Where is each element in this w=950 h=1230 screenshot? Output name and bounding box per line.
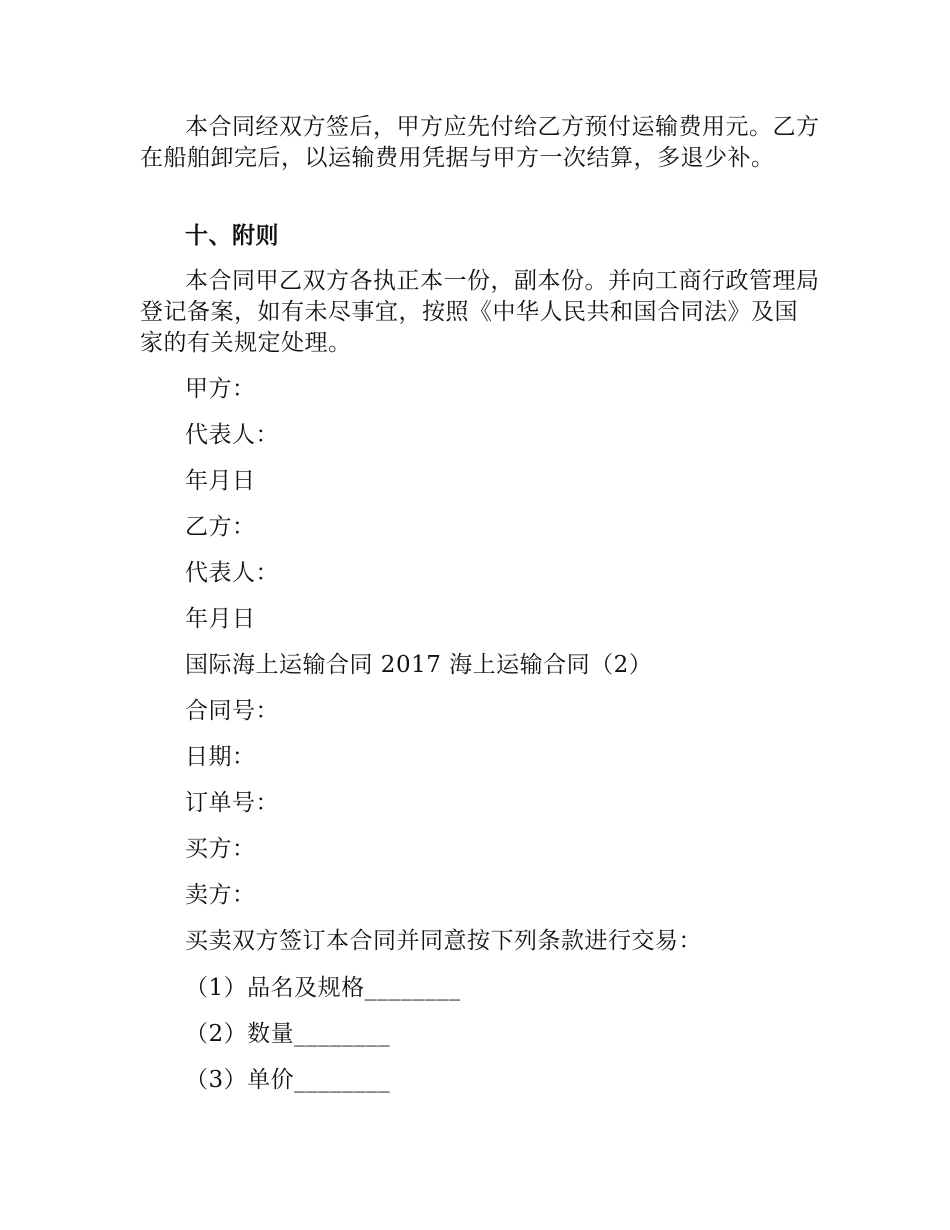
item-2-quantity: （2）数量________ [185, 1021, 391, 1047]
date-label: 日期： [185, 744, 256, 770]
contract-2-title: 国际海上运输合同 2017 海上运输合同（2） [185, 652, 653, 678]
agreement-intro: 买卖双方签订本合同并同意按下列条款进行交易： [185, 928, 702, 954]
party-a-label: 甲方： [185, 376, 256, 402]
party-b-date-label: 年月日 [185, 606, 256, 632]
payment-paragraph: 本合同经双方签后，甲方应先付给乙方预付运输费用元。乙方在船舶卸完后，以运输费用凭据与甲方一次结算，多退少补。 [140, 114, 820, 171]
buyer-label: 买方： [185, 836, 256, 862]
seller-label: 卖方： [185, 882, 256, 908]
party-b-representative-label: 代表人： [185, 560, 279, 586]
appendix-paragraph: 本合同甲乙双方各执正本一份，副本份。并向工商行政管理局登记备案，如有未尽事宜，按照《中华人民共和国合同法》及国家的有关规定处理。 [140, 268, 820, 356]
item-3-unit-price: （3）单价________ [185, 1067, 391, 1093]
party-b-label: 乙方： [185, 514, 256, 540]
item-1-name-spec: （1）品名及规格________ [185, 975, 461, 1001]
appendix-heading: 十、附则 [185, 223, 279, 249]
order-number-label: 订单号： [185, 790, 279, 816]
party-a-date-label: 年月日 [185, 468, 256, 494]
party-a-representative-label: 代表人： [185, 422, 279, 448]
contract-number-label: 合同号： [185, 698, 279, 724]
